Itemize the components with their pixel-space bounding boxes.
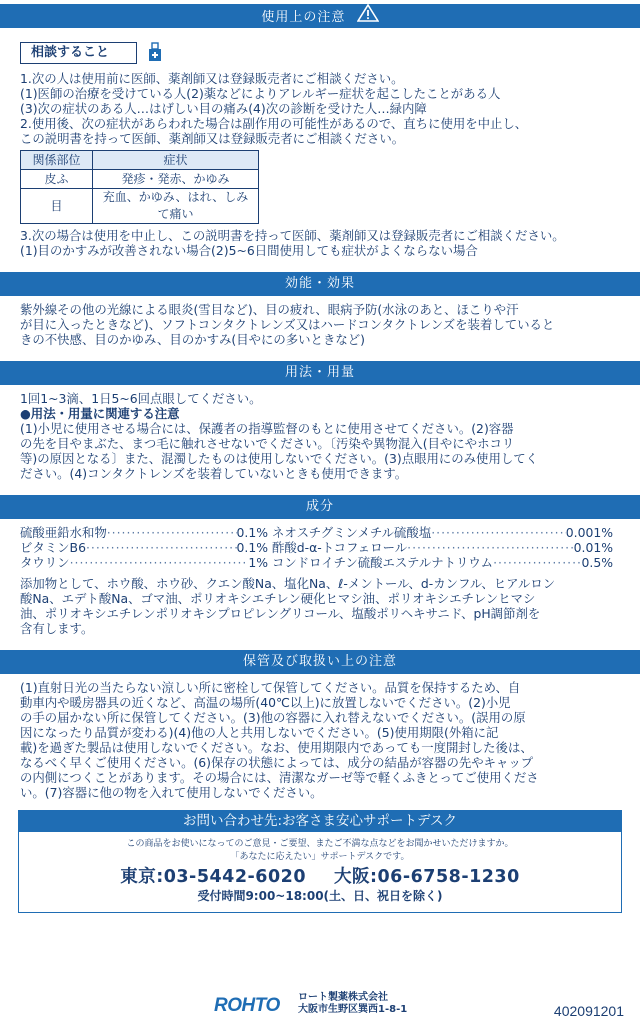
dosage-note-line: ださい。(4)コンタクトレンズを装着していないときも使用できます。 [20, 466, 408, 481]
contact-phones [19, 866, 621, 888]
ingredient-amount: 0.01% [573, 540, 613, 555]
company-address: 大阪市生野区巽西1-8-1 [298, 1004, 408, 1015]
consult-item1-line: 1.次の人は使用前に医師、薬剤師又は登録販売者にご相談ください。 [20, 71, 404, 86]
ingredient-amount: 0.1% [236, 525, 268, 540]
efficacy-line: きの不快感、目のかゆみ、目のかすみ(目やにの多いときなど) [20, 332, 365, 347]
ingredient-name: 硫酸亜鉛水和物 [20, 525, 107, 540]
consult-doctor-icon [147, 40, 163, 65]
efficacy-line: 紫外線その他の光線による眼炎(雪目など)、目の疲れ、眼病予防(水泳のあと、ほこりや汗 [20, 302, 519, 317]
ingredient-amount: 0.1% [236, 540, 268, 555]
dosage-header: 用法・用量 [0, 361, 640, 385]
warnings-title: 使用上の注意 [261, 10, 346, 25]
additive-line: 酸Na、エデト酸Na、ゴマ油、ポリオキシエチレン硬化ヒマシ油、ポリオキシエチレンヒマシ [20, 591, 536, 606]
osaka-phone: 大阪:06-6758-1230 [334, 867, 520, 887]
table-cell: 発疹・発赤、かゆみ [93, 170, 259, 189]
table-header: 関係部位 [21, 151, 93, 170]
table-row [21, 170, 259, 189]
consult-label: 相談すること [20, 42, 137, 64]
ingredient-name: コンドロイチン硫酸エステルナトリウム [272, 555, 494, 570]
dosage-related-title: ●用法・用量に関連する注意 [20, 406, 180, 421]
consult-item3-line: (1)目のかすみが改善されない場合(2)5~6日間使用しても症状がよくならない場合 [20, 243, 478, 258]
dosage-note-line: の先を目やまぶた、まつ毛に触れさせないでください。〔汚染や異物混入(目やにやホコリ [20, 436, 515, 451]
rohto-logo [214, 993, 288, 1015]
storage-header: 保管及び取扱い上の注意 [0, 650, 640, 674]
ingredient-amount: 0.001% [565, 525, 613, 540]
ingredient-row [20, 525, 620, 540]
tokyo-phone: 東京:03-5442-6020 [120, 867, 306, 887]
dosage-section [0, 385, 640, 481]
contact-note: この商品をお使いになってのご意見・ご要望、またご不満な点などをお聞かせいただけますか。 [126, 839, 514, 849]
warnings-header [0, 4, 640, 28]
efficacy-section [0, 296, 640, 347]
storage-section [0, 674, 640, 800]
warning-triangle-icon [357, 4, 379, 31]
storage-line: の内側につくことがあります。その場合には、清潔なガーゼ等で軽くふきとってご使用くださ [20, 770, 539, 785]
table-header: 症状 [93, 151, 259, 170]
ingredient-amount: 1% [248, 555, 268, 570]
storage-line: なるべく早くご使用ください。(6)保存の状態によっては、成分の結晶が容器の先やキャップ [20, 755, 534, 770]
contact-hours: 受付時間9:00~18:00(土、日、祝日を除く) [197, 889, 443, 903]
ingredients-section [0, 519, 640, 636]
additive-line: 含有します。 [20, 621, 94, 636]
ingredient-name: ビタミンB6 [20, 540, 86, 555]
contact-box [18, 832, 622, 913]
storage-line: 動車内や暖房器具の近くなど、高温の場所(40℃以上)に放置しないでください。(2)小児 [20, 695, 511, 710]
storage-line: (1)直射日光の当たらない涼しい所に密栓して保管してください。品質を保持するため、自 [20, 680, 521, 695]
efficacy-line: が目に入ったときなど)、ソフトコンタクトレンズ又はハードコンタクトレンズを装着していると [20, 317, 555, 332]
insert-page [0, 4, 640, 1024]
ingredient-amount: 0.5% [581, 555, 613, 570]
consult-item3-line: 3.次の場合は使用を中止し、この説明書を持って医師、薬剤師又は登録販売者にご相談ください。 [20, 228, 565, 243]
ingredient-name: 酢酸d-α-トコフェロール [272, 540, 408, 555]
contact-header: お問い合わせ先:お客さま安心サポートデスク [18, 810, 622, 832]
table-cell: 皮ふ [21, 170, 93, 189]
ingredients-header: 成分 [0, 495, 640, 519]
storage-line: 載)を過ぎた製品は使用しないでください。なお、使用期限内であっても一度開封した後は、 [20, 740, 533, 755]
storage-line: の手の届かない所に保管してください。(3)他の容器に入れ替えないでください。(誤用の原 [20, 710, 526, 725]
dosage-note-line: 等)の原因となる〕また、混濁したものは使用しないでください。(3)点眼用にのみ使用してく [20, 451, 539, 466]
consult-item1-line: (3)次の症状のある人…はげしい目の痛み(4)次の診断を受けた人…緑内障 [20, 101, 427, 116]
table-cell: 目 [21, 189, 93, 224]
contact-note: 「あなたに応えたい」サポートデスクです。 [230, 852, 410, 862]
ingredient-row [20, 540, 620, 555]
company-block [214, 992, 407, 1016]
company-name: ロート製薬株式会社 [298, 992, 388, 1003]
dosage-note-line: (1)小児に使用させる場合には、保護者の指導監督のもとに使用させてください。(2)容器 [20, 421, 514, 436]
ingredient-name: タウリン [20, 555, 70, 570]
footer [0, 984, 640, 1024]
table-cell: 充血、かゆみ、はれ、しみて痛い [93, 189, 259, 224]
consult-item2-line: 2.使用後、次の症状があらわれた場合は副作用の可能性があるので、直ちに使用を中止し、 [20, 116, 528, 131]
storage-line: い。(7)容器に他の物を入れて使用しないでください。 [20, 785, 323, 800]
ingredient-row [20, 555, 620, 570]
efficacy-header: 効能・効果 [0, 272, 640, 296]
svg-text:ROHTO: ROHTO [214, 995, 280, 1015]
consult-section [0, 40, 640, 258]
symptom-table [20, 150, 259, 224]
table-row [21, 189, 259, 224]
ingredient-name: ネオスチグミンメチル硫酸塩 [272, 525, 432, 540]
consult-item1-line: (1)医師の治療を受けている人(2)薬などによりアレルギー症状を起こしたことがある人 [20, 86, 501, 101]
additive-line: 添加物として、ホウ酸、ホウ砂、クエン酸Na、塩化Na、ℓ-メントール、d-カンフル、ヒアルロン [20, 576, 556, 591]
additive-line: 油、ポリオキシエチレンポリオキシプロピレングリコール、塩酸ポリヘキサニド、pH調節剤を [20, 606, 541, 621]
product-code: 402091201 [553, 1003, 624, 1019]
storage-line: 因になったり品質が変わる)(4)他の人と共用しないでください。(5)使用期限(外箱に記 [20, 725, 499, 740]
consult-item2-line: この説明書を持って医師、薬剤師又は登録販売者にご相談ください。 [20, 131, 405, 146]
dosage-line: 1回1~3滴、1日5~6回点眼してください。 [20, 391, 262, 406]
